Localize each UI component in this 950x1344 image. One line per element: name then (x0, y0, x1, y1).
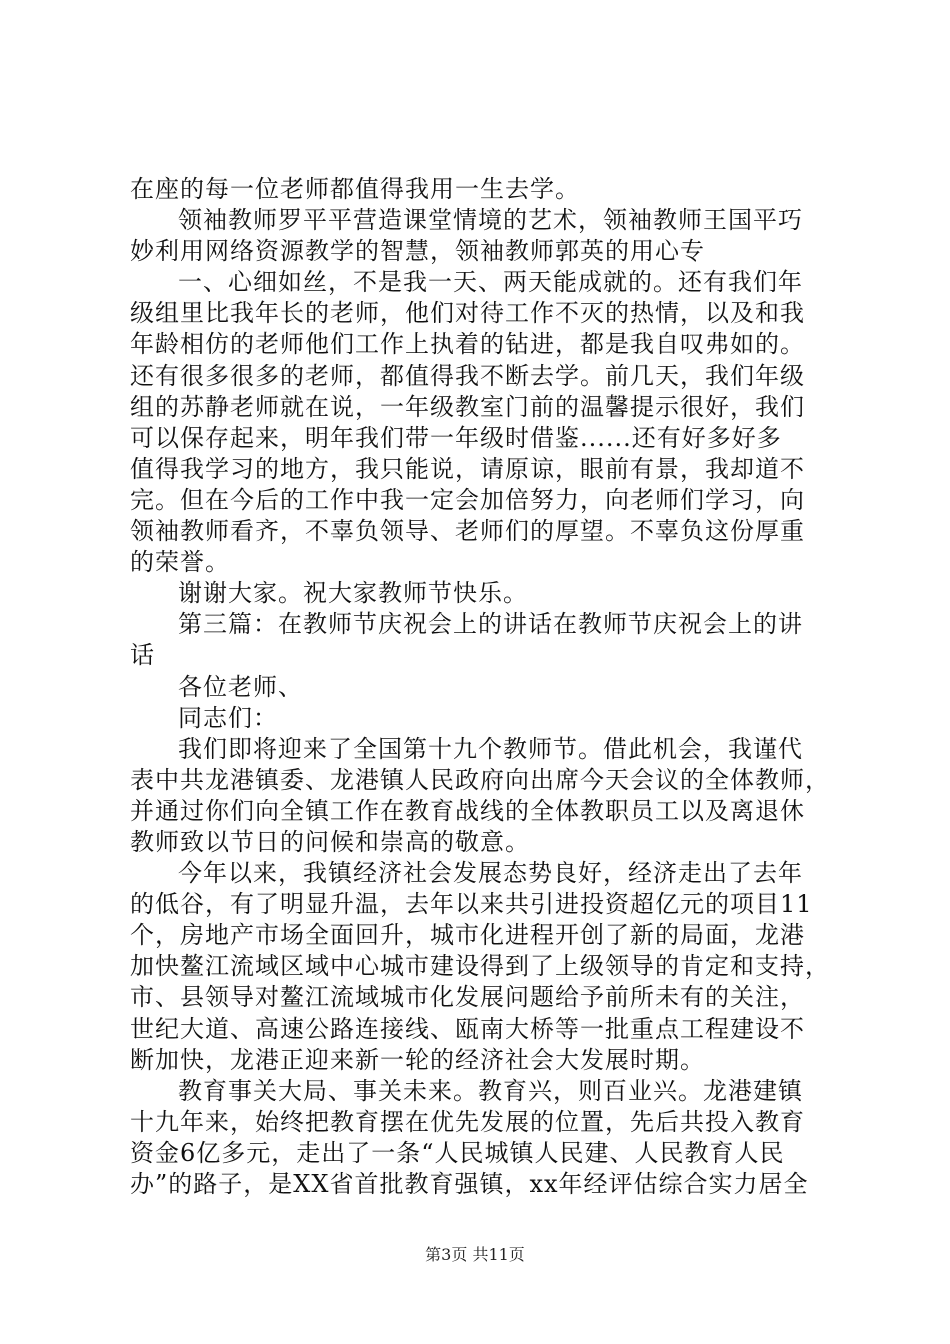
text-line: 并通过你们向全镇工作在教育战线的全体教职员工以及离退休 (130, 796, 805, 825)
text-line: 组的苏静老师就在说，一年级教室门前的温馨提示很好，我们 (130, 392, 805, 421)
text-line: 年龄相仿的老师他们工作上执着的钻进，都是我自叹弗如的。 (130, 330, 805, 359)
text-line: 资金6亿多元，走出了一条“人民城镇人民建、人民教育人民 (130, 1138, 785, 1167)
text-line: 教师致以节日的问候和崇高的敬意。 (130, 827, 530, 856)
text-line: 加快鳌江流域区域中心城市建设得到了上级领导的肯定和支持， (130, 952, 830, 981)
text-line: 个，房地产市场全面回升，城市化进程开创了新的局面，龙港 (130, 921, 805, 950)
text-line: 办”的路子，是XX省首批教育强镇，xx年经评估综合实力居全 (130, 1170, 809, 1198)
text-line: 十九年来，始终把教育摆在优先发展的位置，先后共投入教育 (130, 1107, 805, 1136)
body-text (130, 174, 830, 1200)
text-line: 断加快，龙港正迎来新一轮的经济社会大发展时期。 (130, 1045, 705, 1074)
text-line: 市、县领导对鳌江流域城市化发展问题给予前所未有的关注， (130, 983, 805, 1012)
text-line: 表中共龙港镇委、龙港镇人民政府向出席今天会议的全体教师， (130, 765, 830, 794)
text-line: 第三篇：在教师节庆祝会上的讲话在教师节庆祝会上的讲 (178, 610, 803, 639)
text-line: 谢谢大家。祝大家教师节快乐。 (178, 579, 528, 608)
text-line: 的荣誉。 (130, 548, 230, 577)
text-line: 领袖教师罗平平营造课堂情境的艺术，领袖教师王国平巧 (178, 206, 803, 235)
text-line: 可以保存起来，明年我们带一年级时借鉴......还有好多好多 (130, 423, 782, 452)
text-line: 完。但在今后的工作中我一定会加倍努力，向老师们学习，向 (130, 485, 805, 514)
text-line: 同志们： (178, 703, 278, 732)
text-line: 我们即将迎来了全国第十九个教师节。借此机会，我谨代 (178, 734, 803, 763)
text-line: 一、心细如丝，不是我一天、两天能成就的。还有我们年 (178, 268, 803, 297)
text-line: 级组里比我年长的老师，他们对待工作不灭的热情，以及和我 (130, 299, 805, 328)
text-line: 今年以来，我镇经济社会发展态势良好，经济走出了去年 (178, 859, 803, 888)
text-line: 世纪大道、高速公路连接线、瓯南大桥等一批重点工程建设不 (130, 1014, 805, 1043)
text-line: 领袖教师看齐，不辜负领导、老师们的厚望。不辜负这份厚重 (130, 517, 805, 546)
text-line: 教育事关大局、事关未来。教育兴，则百业兴。龙港建镇 (178, 1076, 803, 1105)
text-line: 在座的每一位老师都值得我用一生去学。 (130, 175, 580, 203)
text-line: 还有很多很多的老师，都值得我不断去学。前几天，我们年级 (130, 361, 805, 390)
text-line: 的低谷，有了明显升温，去年以来共引进投资超亿元的项目11 (130, 890, 813, 919)
text-line: 各位老师、 (178, 672, 303, 701)
text-line: 话 (130, 641, 155, 670)
text-line: 妙利用网络资源教学的智慧，领袖教师郭英的用心专 (130, 237, 705, 266)
text-line: 值得我学习的地方，我只能说，请原谅，眼前有景，我却道不 (130, 454, 805, 483)
page-footer: 第3页 共11页 (425, 1245, 525, 1264)
